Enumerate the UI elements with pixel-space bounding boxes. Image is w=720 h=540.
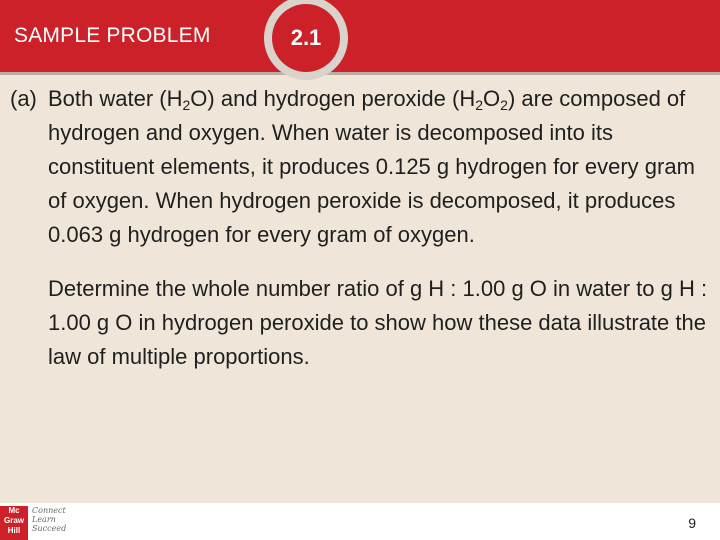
tagline-line: Connect xyxy=(32,506,66,515)
problem-content xyxy=(10,82,710,374)
subscript-2: 2 xyxy=(182,97,191,113)
subscript-2: 2 xyxy=(500,97,508,113)
logo-tagline xyxy=(32,506,66,533)
page-number: 9 xyxy=(688,515,696,531)
statement-text-4: ) are composed of hydrogen and oxygen. When water is decomposed into its constituent elements, it produces 0.125 g hydrogen for every gram of oxygen. When hydrogen peroxide is decomposed, it produces 0.063 g hydrogen for every gram of oxygen. xyxy=(48,86,695,247)
problem-number-badge: 2.1 xyxy=(272,4,340,72)
tagline-line: Succeed xyxy=(32,524,67,533)
tagline-line: Learn xyxy=(32,515,56,524)
logo-line: Graw xyxy=(3,516,24,525)
part-label: (a) xyxy=(10,86,37,111)
sample-problem-title: SAMPLE PROBLEM xyxy=(14,24,211,47)
header-banner xyxy=(0,0,720,75)
statement-text-2: O) and hydrogen peroxide (H xyxy=(190,86,476,111)
problem-statement xyxy=(48,82,708,252)
subscript-2: 2 xyxy=(475,97,484,113)
statement-text-1: Both water (H xyxy=(48,86,183,111)
footer xyxy=(0,503,720,540)
logo-line: Mc xyxy=(8,506,20,515)
problem-question: Determine the whole number ratio of g H : 1.00 g O in water to g H : 1.00 g O in hydrogen peroxide to show how these data illustrate the law of multiple proportions. xyxy=(48,276,708,369)
mcgraw-hill-logo xyxy=(0,506,28,540)
problem-part-a xyxy=(10,82,710,252)
statement-text-3: O xyxy=(483,86,501,111)
logo-line: Hill xyxy=(7,526,21,535)
